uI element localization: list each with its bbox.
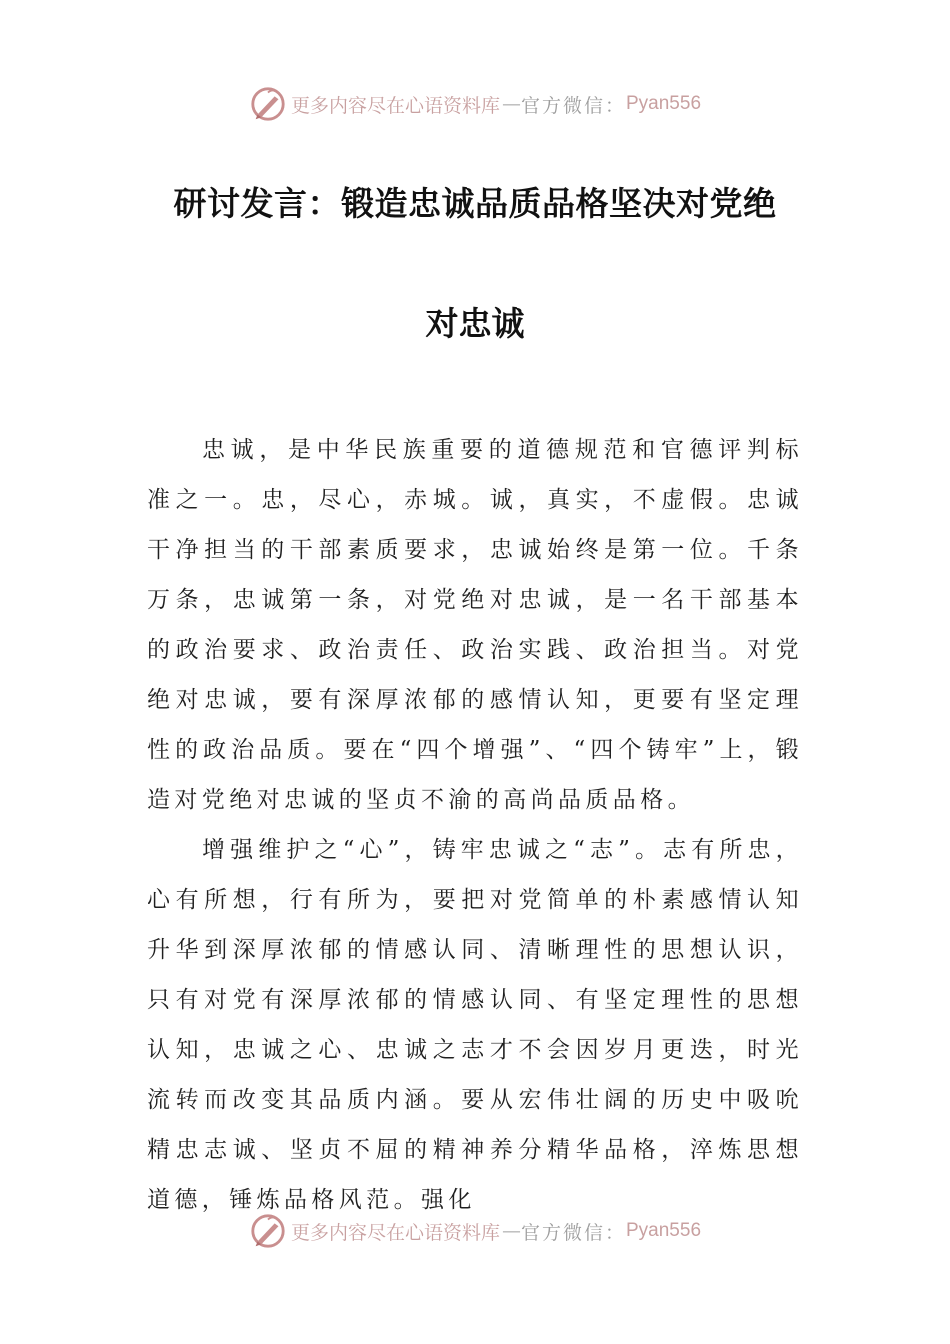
document-title-line-1: 研讨发言：锻造忠诚品质品格坚决对党绝 bbox=[173, 184, 777, 223]
watermark-handle: Pyan556 bbox=[626, 1220, 702, 1241]
watermark-handle: Pyan556 bbox=[626, 93, 702, 114]
watermark-separator: — bbox=[501, 93, 519, 115]
document-title-line-2: 对忠诚 bbox=[425, 304, 525, 343]
watermark-text: 更多内容尽在心语资料库 bbox=[290, 94, 500, 117]
pen-circle-logo-icon bbox=[249, 1212, 287, 1250]
watermark-text: 更多内容尽在心语资料库 bbox=[290, 1221, 500, 1244]
footer-watermark bbox=[0, 1211, 950, 1251]
pen-circle-logo-icon bbox=[249, 85, 287, 123]
paragraph: 增强维护之“心”，铸牢忠诚之“志”。志有所忠，心有所想，行有所为，要把对党简单的朴素感情认知升华到深厚浓郁的情感认同、清晰理性的思想认识，只有对党有深厚浓郁的情感认同、有坚定理性的思想认知，忠诚之心、忠诚之志才不会因岁月更迭，时光流转而改变其品质内涵。要从宏伟壮阔的历史中吸吮精忠志诚、坚贞不屈的精神养分精华品格，淬炼思想道德，锤炼品格风范。强化 bbox=[147, 837, 803, 1213]
document-body bbox=[147, 425, 803, 1225]
paragraph: 忠诚，是中华民族重要的道德规范和官德评判标准之一。忠，尽心，赤城。诚，真实，不虚假。忠诚干净担当的干部素质要求，忠诚始终是第一位。千条万条，忠诚第一条，对党绝对忠诚，是一名干部基本的政治要求、政治责任、政治实践、政治担当。对党绝对忠诚，要有深厚浓郁的感情认知，更要有坚定理性的政治品质。要在“四个增强”、“四个铸牢”上，锻造对党绝对忠诚的坚贞不渝的高尚品质品格。 bbox=[147, 437, 803, 813]
watermark-label: 官方微信： bbox=[520, 1221, 626, 1244]
watermark-label: 官方微信： bbox=[520, 94, 626, 117]
header-watermark bbox=[0, 84, 950, 124]
watermark-separator: — bbox=[501, 1220, 519, 1242]
